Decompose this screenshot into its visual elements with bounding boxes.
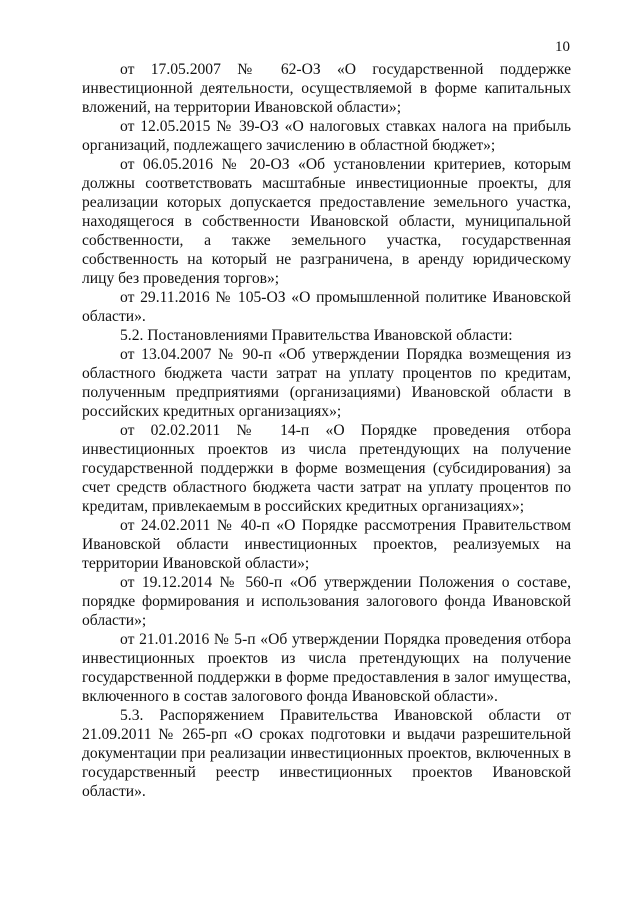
page-number: 10 — [555, 39, 570, 55]
section-5-3-order-265-rp: 5.3. Распоряжением Правительства Ивановской области от 21.09.2011 № 265-рп «О сроках подготовки и выдачи разрешительной документации при реализации инвестиционных проектов, включенных в государственный реестр инвестиционных проектов Ивановской области». — [82, 707, 571, 800]
law-reference-39-oz: от 12.05.2015 № 39-ОЗ «О налоговых ставках налога на прибыль организаций, подлежащего зачислению в областной бюджет»; — [82, 118, 571, 154]
law-reference-20-oz: от 06.05.2016 № 20-ОЗ «Об установлении критериев, которым должны соответствовать масштабные инвестиционные проекты, для реализации которых допускается предоставление земельного участка, находящегося в собственности Ивановской области, муниципальной собственности, а также земельного участка, государственная собственность на который не разграничена, в аренду юридическому лицу без проведения торгов»; — [82, 156, 571, 287]
resolution-reference-40-p: от 24.02.2011 № 40-п «О Порядке рассмотрения Правительством Ивановской области инвестиционных проектов, реализуемых на территории Ивановской области»; — [82, 517, 571, 572]
section-5-2-heading: 5.2. Постановлениями Правительства Ивановской области: — [120, 327, 513, 344]
resolution-reference-5-p: от 21.01.2016 № 5-п «Об утверждении Порядка проведения отбора инвестиционных проектов из числа претендующих на получение государственной поддержки в форме предоставления в залог имущества, включенного в состав залогового фонда Ивановской области». — [82, 631, 571, 705]
document-body — [82, 60, 571, 801]
law-reference-105-oz: от 29.11.2016 № 105-ОЗ «О промышленной политике Ивановской области». — [82, 289, 571, 325]
resolution-reference-14-p: от 02.02.2011 № 14-п «О Порядке проведения отбора инвестиционных проектов из числа претендующих на получение государственной поддержки в форме возмещения (субсидирования) за счет средств областного бюджета части затрат на уплату процентов по кредитам, привлекаемым в российских кредитных организациях»; — [82, 422, 571, 515]
resolution-reference-560-p: от 19.12.2014 № 560-п «Об утверждении Положения о составе, порядке формирования и использования залогового фонда Ивановской области»; — [82, 574, 571, 629]
law-reference-62-oz: от 17.05.2007 № 62-ОЗ «О государственной поддержке инвестиционной деятельности, осуществляемой в форме капитальных вложений, на территории Ивановской области»; — [82, 61, 571, 116]
resolution-reference-90-p: от 13.04.2007 № 90-п «Об утверждении Порядка возмещения из областного бюджета части затрат на уплату процентов по кредитам, полученным предприятиями (организациями) Ивановской области в российских кредитных организациях»; — [82, 346, 571, 420]
